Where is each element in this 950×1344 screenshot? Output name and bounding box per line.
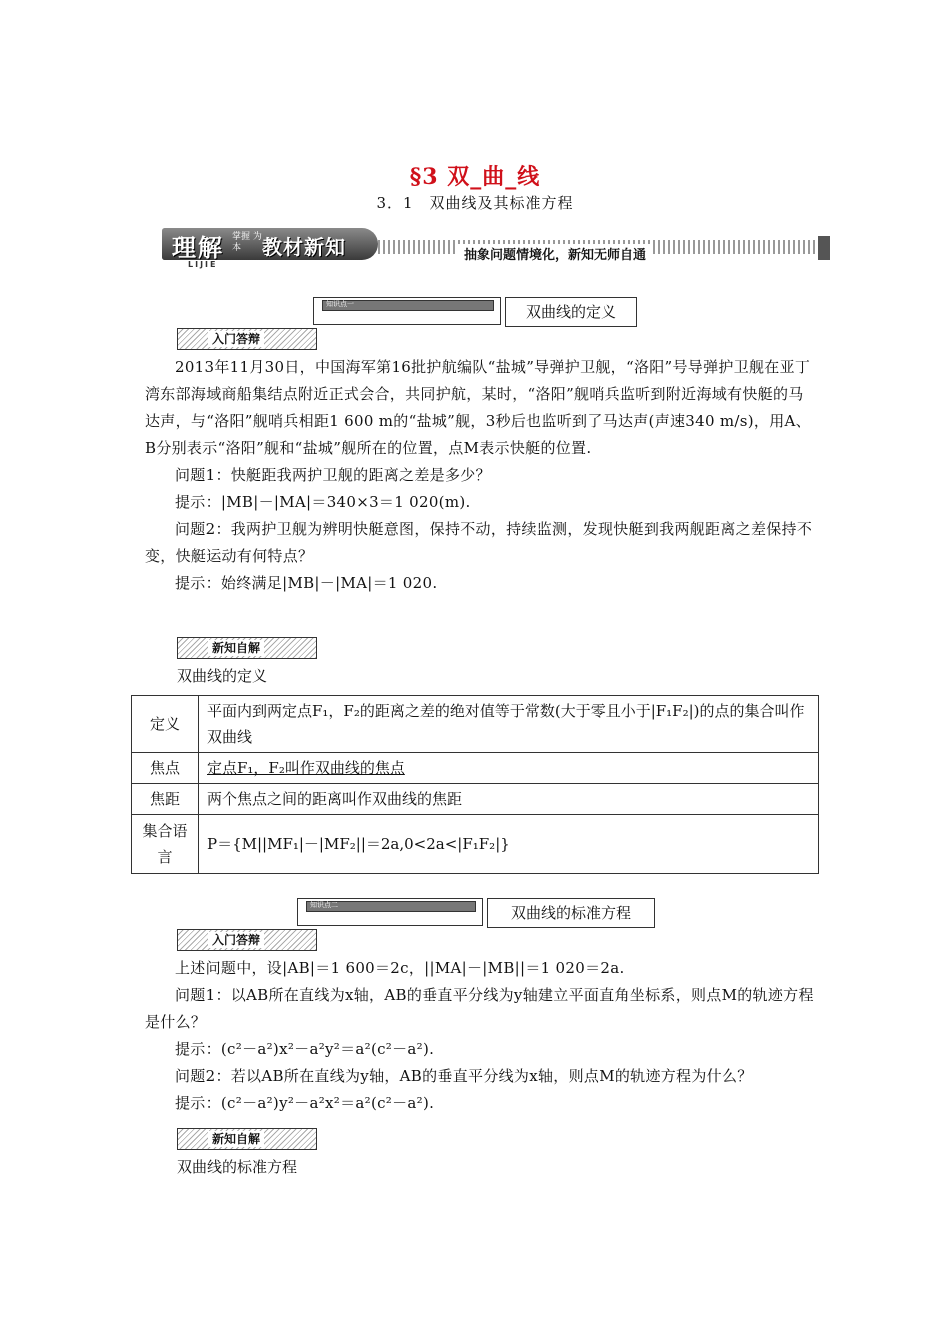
question-2: 问题2：我两护卫舰为辨明快艇意图，保持不动，持续监测，发现快艇到我两舰距离之差保持不变，快艇运动有何特点？ — [145, 520, 813, 565]
table-key-set-language: 集合语言 — [132, 815, 199, 874]
banner-logo-mid: 教材新知 — [262, 235, 346, 259]
intro-paragraph: 2013年11月30日，中国海军第16批护航编队“盐城”导弹护卫舰，“洛阳”号导弹护卫舰在亚丁湾东部海域商船集结点附近正式会合，共同护航，某时，“洛阳”舰哨兵监听到附近海域有快艇的马达声，与“洛阳”舰哨兵相距1 600 m的“盐城”舰，3秒后也监听到了马达声(声速340 m/s)，用A、B分别表示“洛阳”舰和“盐城”舰所在的位置，点M表示快艇的位置. — [145, 358, 811, 457]
table-row — [132, 815, 819, 874]
kp2-bar — [297, 898, 483, 926]
table-row — [132, 753, 819, 784]
answer-2: 提示：始终满足|MB|－|MA|＝1 020. — [175, 574, 438, 592]
answer-1: 提示：|MB|－|MA|＝340×3＝1 020(m). — [175, 493, 471, 511]
banner-slogan: 抽象问题情境化，新知无师自通 — [458, 244, 652, 263]
table-value-focal-distance: 两个焦点之间的距离叫作双曲线的焦距 — [199, 784, 819, 815]
kp2-question-2: 问题2：若以AB所在直线为y轴，AB的垂直平分线为x轴，则点M的轨迹方程为什么？ — [175, 1067, 753, 1085]
section-banner — [162, 228, 830, 268]
kp1-title: 双曲线的定义 — [505, 297, 637, 327]
kp1-tag: 知识点一 — [326, 300, 354, 308]
table-row — [132, 696, 819, 753]
question-1: 问题1：快艇距我两护卫舰的距离之差是多少？ — [175, 466, 491, 484]
table-key-focal-distance: 焦距 — [132, 784, 199, 815]
table-row — [132, 784, 819, 815]
kp1-header — [313, 297, 637, 325]
banner-logo-small: 掌握 为本 — [232, 232, 262, 253]
definition-table — [131, 695, 819, 874]
banner-logo-main: 理解 — [172, 234, 224, 262]
xinzhi-tag-1-label: 新知自解 — [208, 640, 264, 656]
table-value-set-language: P＝{M||MF₁|－|MF₂||＝2a,0<2a<|F₁F₂|} — [199, 815, 819, 874]
rumen-tag-2 — [177, 929, 317, 951]
rumen-tag-1 — [177, 328, 317, 350]
kp2-header — [297, 898, 655, 926]
rumen-tag-2-label: 入门答辩 — [208, 932, 264, 948]
kp2-answer-1: 提示：(c²－a²)x²－a²y²＝a²(c²－a²). — [175, 1040, 435, 1058]
definition-heading: 双曲线的定义 — [177, 667, 268, 685]
kp1-bar — [313, 297, 501, 325]
table-key-focus: 焦点 — [132, 753, 199, 784]
kp2-title: 双曲线的标准方程 — [487, 898, 655, 928]
kp2-tag: 知识点二 — [310, 901, 338, 909]
table-key-definition: 定义 — [132, 696, 199, 753]
banner-logo-pinyin: LIJIE — [188, 260, 218, 269]
subsection-title: 3．1 双曲线及其标准方程 — [376, 194, 574, 212]
banner-endcap — [818, 236, 830, 260]
kp2-question-1: 问题1：以AB所在直线为x轴，AB的垂直平分线为y轴建立平面直角坐标系，则点M的轨迹方程是什么？ — [145, 986, 814, 1031]
standard-equation-heading: 双曲线的标准方程 — [177, 1158, 298, 1176]
kp2-answer-2: 提示：(c²－a²)y²－a²x²＝a²(c²－a²). — [175, 1094, 435, 1112]
xinzhi-tag-2-label: 新知自解 — [208, 1131, 264, 1147]
kp2-intro: 上述问题中，设|AB|＝1 600＝2c，||MA|－|MB||＝1 020＝2a. — [175, 959, 625, 977]
intro-block — [145, 354, 815, 597]
table-value-focus: 定点F₁，F₂叫作双曲线的焦点 — [199, 753, 819, 784]
table-value-definition: 平面内到两定点F₁，F₂的距离之差的绝对值等于常数(大于零且小于|F₁F₂|)的点的集合叫作双曲线 — [199, 696, 819, 753]
kp2-block — [145, 955, 815, 1117]
rumen-tag-1-label: 入门答辩 — [208, 331, 264, 347]
xinzhi-tag-1 — [177, 637, 317, 659]
section-title: §3 双_曲_线 — [409, 164, 541, 190]
banner-logo — [162, 228, 378, 260]
xinzhi-tag-2 — [177, 1128, 317, 1150]
